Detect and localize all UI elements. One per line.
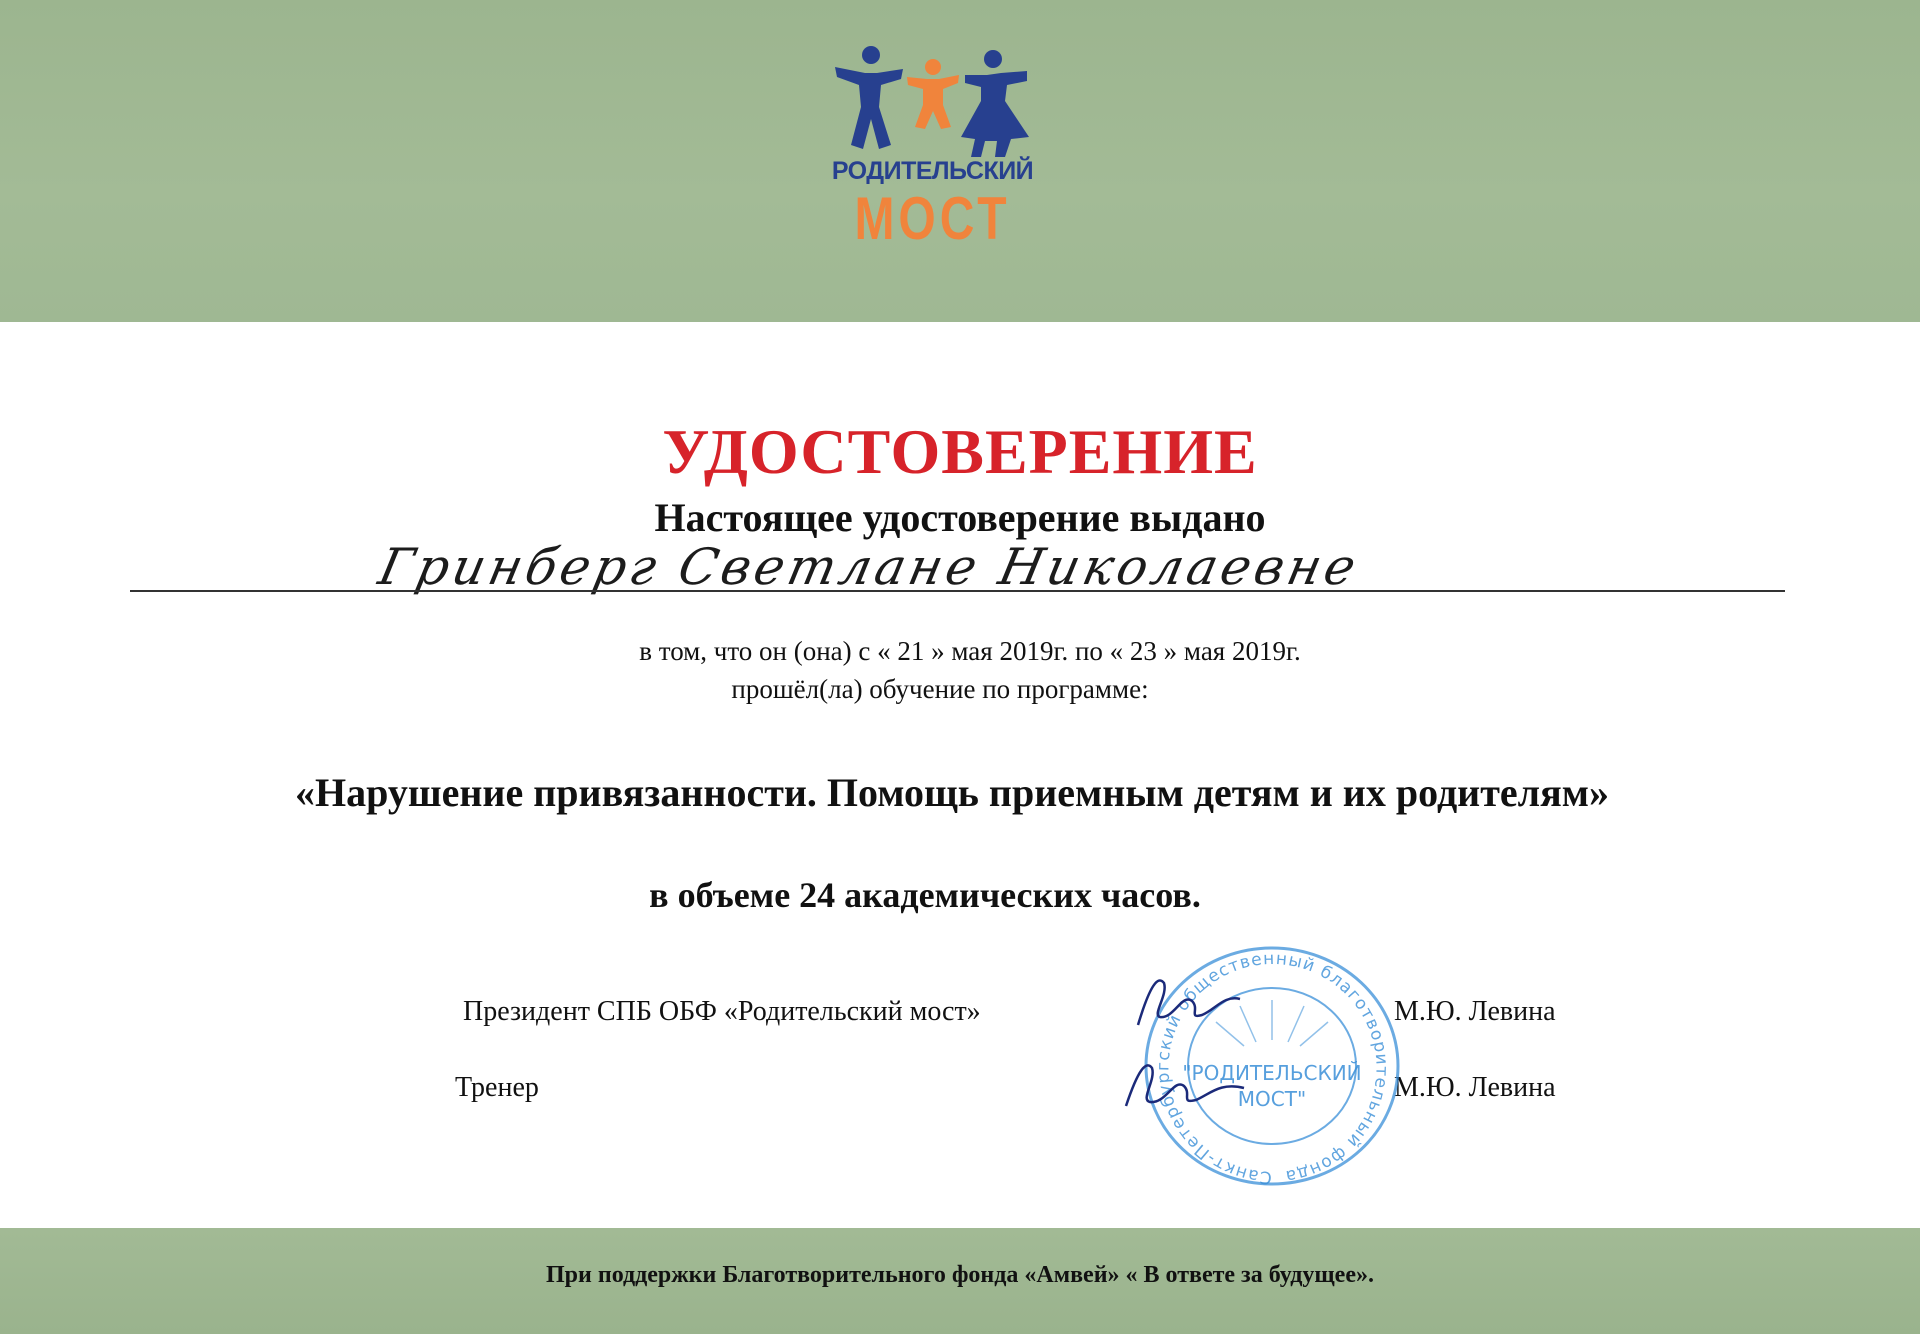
signature-role-president: Президент СПБ ОБФ «Родительский мост» [463, 996, 981, 1027]
logo [815, 45, 1050, 260]
footer-support-text: При поддержки Благотворительного фонда «Амвей» « В ответе за будущее». [546, 1262, 1374, 1288]
certificate-title: УДОСТОВЕРЕНИЕ [662, 416, 1258, 487]
signature-name-president: М.Ю. Левина [1394, 996, 1556, 1027]
dates-text: в том, что он (она) с « 21 » мая 2019г. по « 23 » мая 2019г. [639, 636, 1301, 666]
recipient-handwritten-name: Гринберг Светлане Николаевне [373, 538, 1365, 596]
certificate-subtitle: Настоящее удостоверение выдано [654, 495, 1266, 540]
stamp-center-line2: МОСТ" [1237, 1087, 1307, 1111]
trainer-signature-scribble [1120, 1048, 1250, 1118]
hours-text: в объеме 24 академических часов. [649, 875, 1201, 915]
logo-text-line1: РОДИТЕЛЬСКИЙ [831, 157, 1034, 185]
signature-role-trainer: Тренер [455, 1072, 539, 1103]
name-underline [130, 590, 1785, 592]
studied-text: прошёл(ла) обучение по программе: [731, 674, 1149, 704]
president-signature-scribble [1130, 965, 1250, 1035]
family-figures-icon [815, 45, 1050, 165]
signature-name-trainer: М.Ю. Левина [1394, 1072, 1556, 1103]
stamp-center-line1: "РОДИТЕЛЬСКИЙ [1182, 1061, 1362, 1085]
stamp-ring-text: Санкт-Петербургский общественный благотворительный фонда [1153, 948, 1392, 1188]
logo-text-line2: МОСТ [854, 185, 1011, 252]
program-title: «Нарушение привязанности. Помощь приемным детям и их родителям» [295, 770, 1609, 815]
